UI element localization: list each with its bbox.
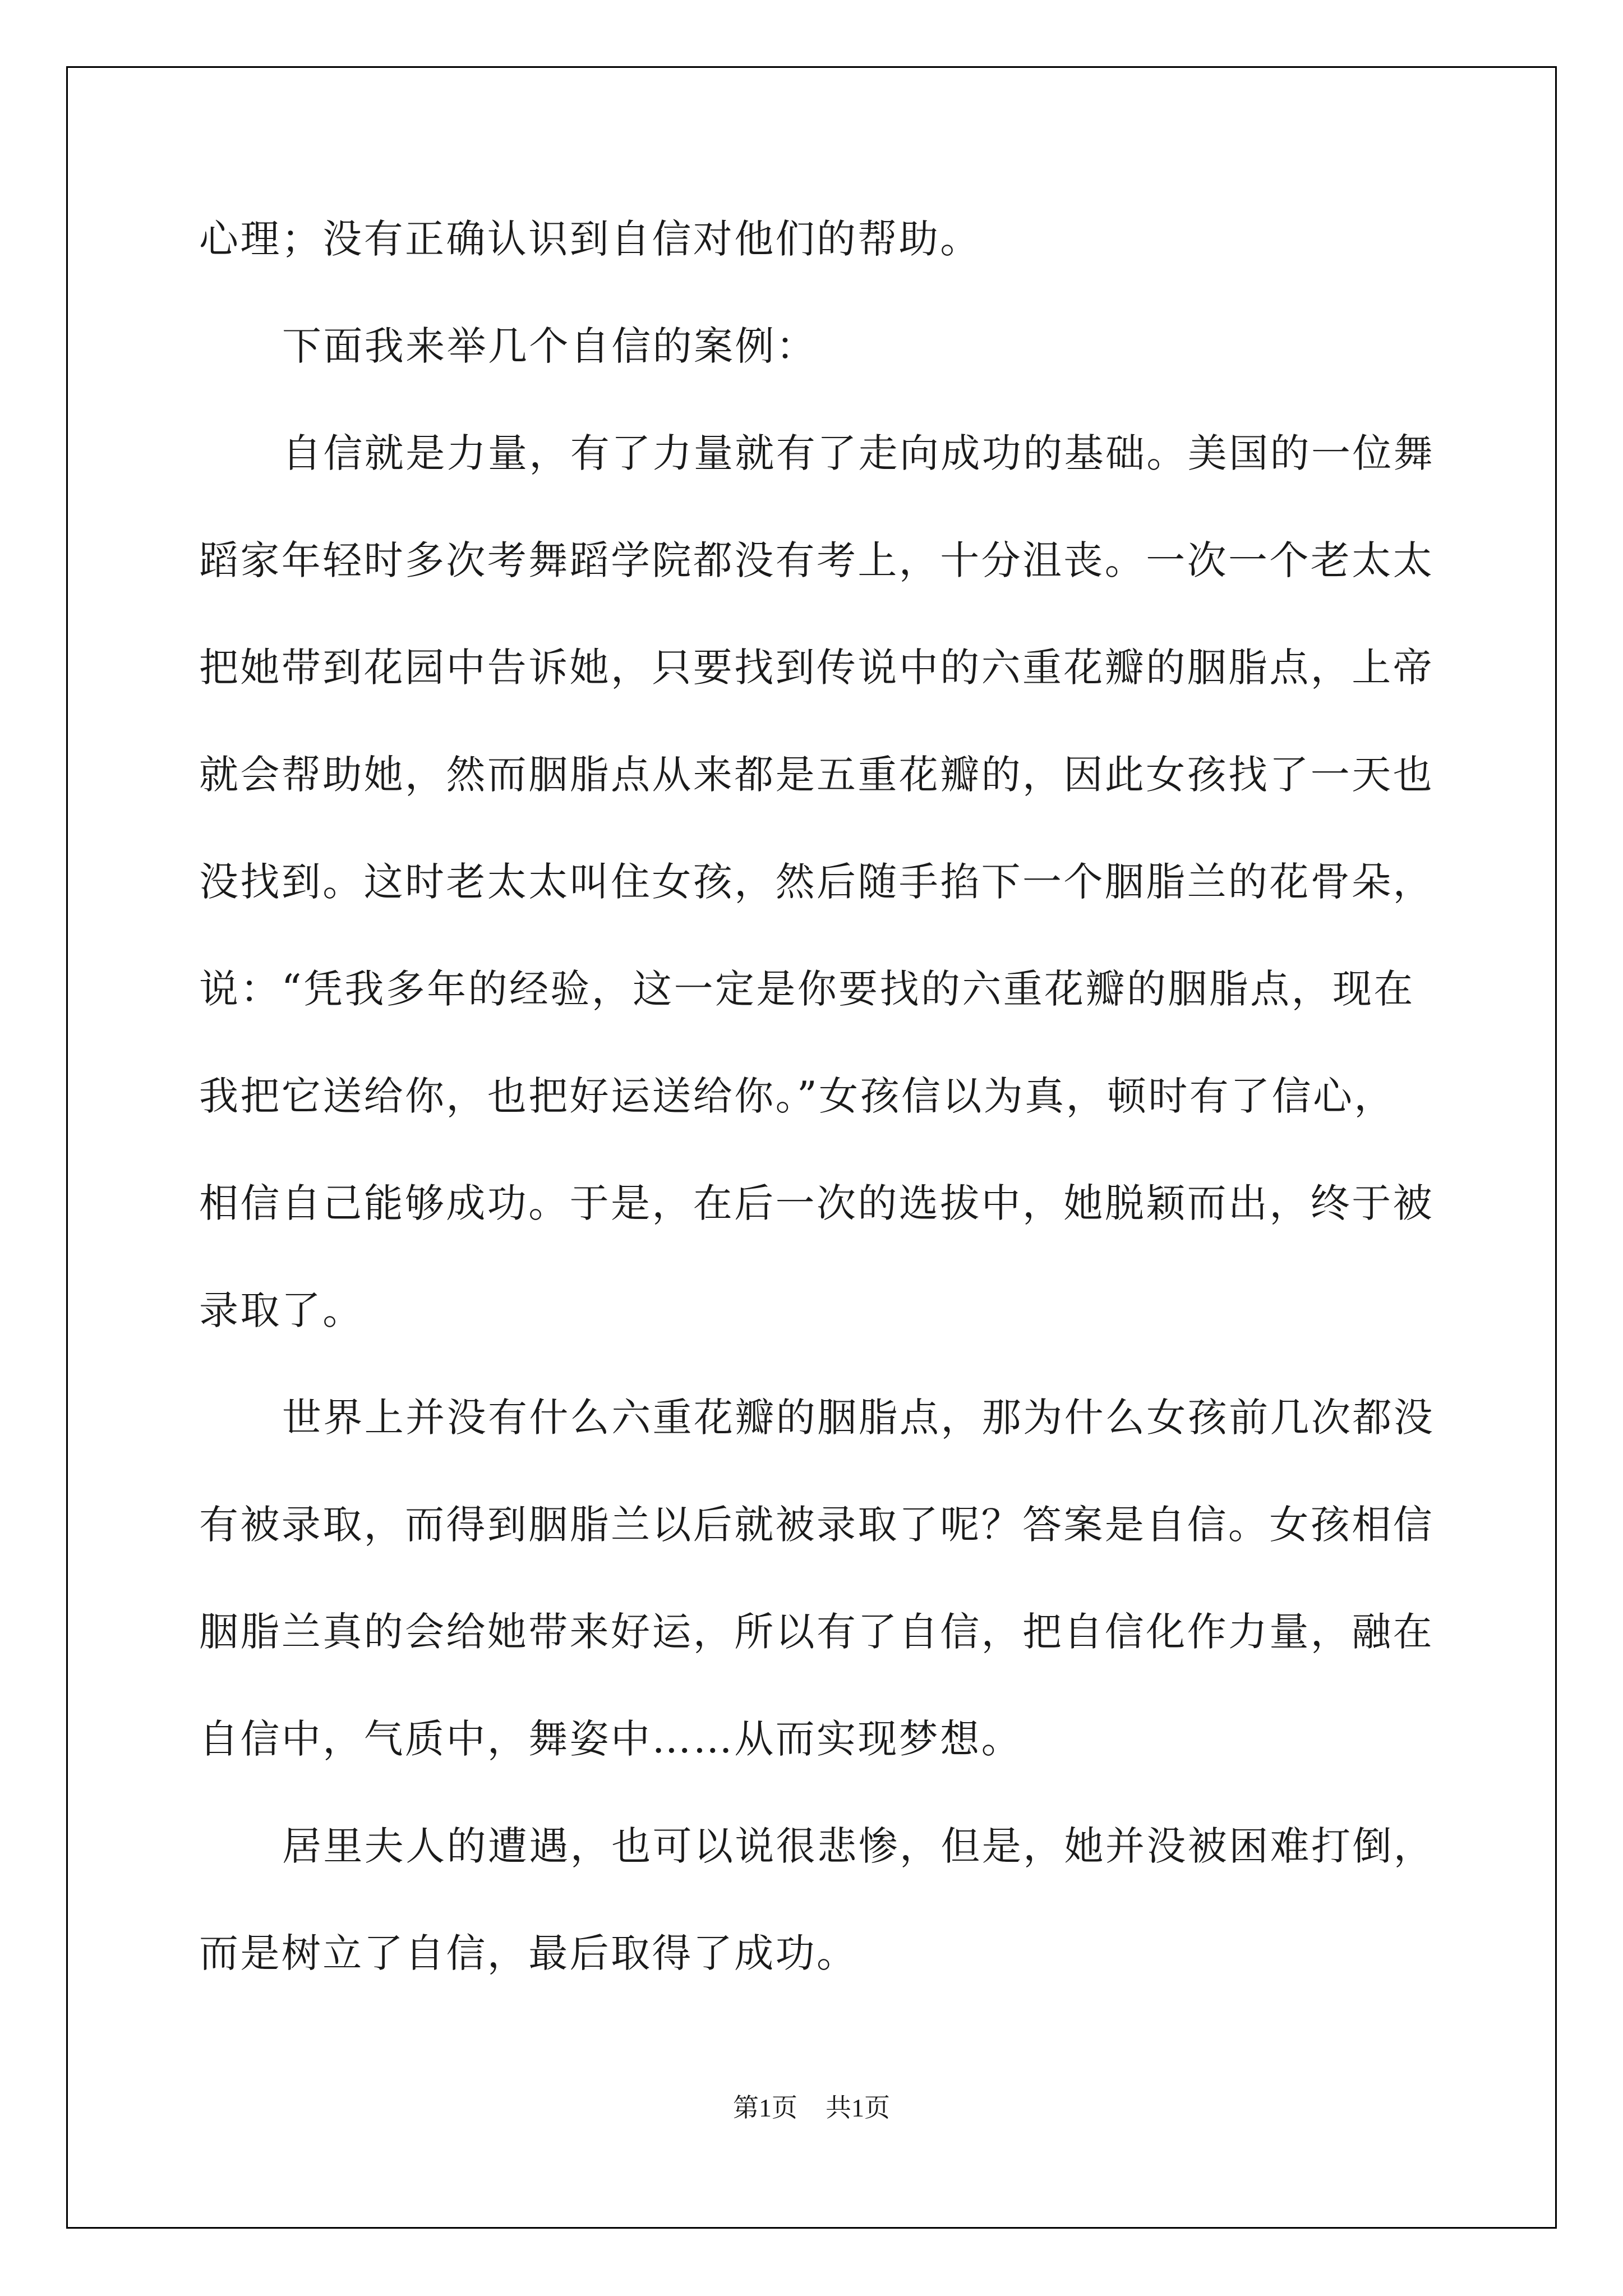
text-line: 心理；没有正确认识到自信对他们的帮助。: [199, 216, 981, 262]
text-line: 说：“凭我多年的经验，这一定是你要找的六重花瓣的胭脂点，现在: [199, 966, 1415, 1012]
document-body: [199, 216, 1435, 2039]
paragraph-first-line: 自信就是力量，有了力量就有了走向成功的基础。美国的一位舞: [282, 430, 1435, 476]
paragraph-first-line: 世界上并没有什么六重花瓣的胭脂点，那为什么女孩前几次都没: [282, 1395, 1435, 1441]
text-line: 相信自己能够成功。于是，在后一次的选拔中，她脱颖而出，终于被: [199, 1180, 1434, 1226]
paragraph-first-line: 下面我来举几个自信的案例：: [282, 323, 818, 369]
text-line: 录取了。: [199, 1287, 364, 1333]
text-line: 自信中，气质中，舞姿中……从而实现梦想。: [199, 1716, 1022, 1762]
text-line: 把她带到花园中告诉她，只要找到传说中的六重花瓣的胭脂点，上帝: [199, 645, 1434, 691]
text-line: 没找到。这时老太太叫住女孩，然后随手掐下一个胭脂兰的花骨朵，: [199, 859, 1434, 905]
text-line: 蹈家年轻时多次考舞蹈学院都没有考上，十分沮丧。一次一个老太太: [199, 537, 1434, 583]
text-line: 就会帮助她，然而胭脂点从来都是五重花瓣的，因此女孩找了一天也: [199, 752, 1434, 798]
page-number: 第1页: [733, 2093, 797, 2122]
paragraph-first-line: 居里夫人的遭遇，也可以说很悲惨，但是，她并没被困难打倒，: [282, 1823, 1435, 1869]
text-line: 胭脂兰真的会给她带来好运，所以有了自信，把自信化作力量，融在: [199, 1609, 1434, 1655]
text-line: 有被录取，而得到胭脂兰以后就被录取了呢？答案是自信。女孩相信: [199, 1502, 1434, 1548]
text-line: 而是树立了自信，最后取得了成功。: [199, 1930, 858, 1976]
text-line: 我把它送给你，也把好运送给你。”女孩信以为真，顿时有了信心，: [199, 1073, 1395, 1119]
page-footer: [0, 2092, 1623, 2124]
page-total: 共1页: [826, 2093, 890, 2122]
